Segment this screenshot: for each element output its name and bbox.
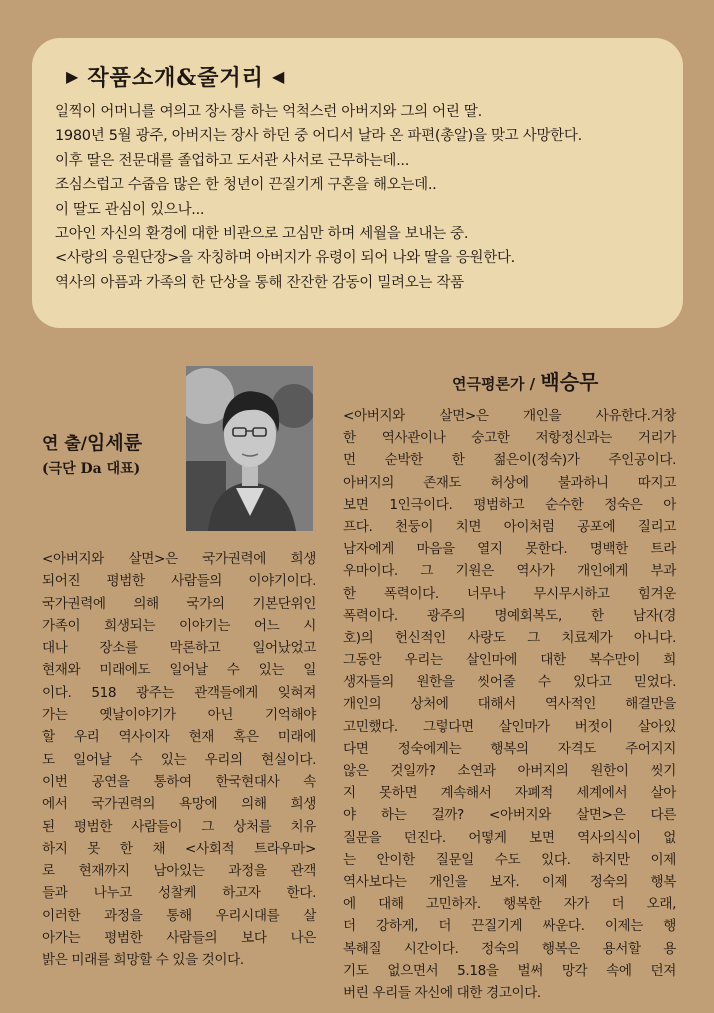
critic-text-line: 아버지의 존재도 허상에 불과하니 따지고	[343, 474, 676, 491]
director-text-line: 이다. 518 광주는 관객들에게 잊혀져	[42, 684, 316, 701]
synopsis-line: 조심스럽고 수줍음 많은 한 청년이 끈질기게 구혼을 해오는데..	[55, 177, 437, 194]
synopsis-line: 1980년 5월 광주, 아버지는 장사 하던 중 어디서 날라 온 파편(총알)을 맞고 사망한다.	[55, 128, 582, 145]
director-text-line: 할 우리 역사이자 현재 혹은 미래에	[42, 729, 316, 746]
synopsis-title-text: 작품소개&줄거리	[87, 64, 264, 91]
synopsis-line: 일찍이 어머니를 여의고 장사를 하는 억척스런 아버지와 그의 어린 딸.	[55, 104, 482, 120]
critic-text-line: 프다. 천둥이 치면 아이처럼 공포에 질리고	[343, 518, 676, 535]
critic-text-line: 다면 정숙에게는 행복의 자격도 주어지지	[343, 740, 676, 757]
director-text-line: 국가권력에 의해 국가의 기본단위인	[42, 595, 316, 612]
critic-text-line: 버린 우리들 자신에 대한 경고이다.	[343, 984, 541, 1001]
director-text-line: 하지 못 한 채 <사회적 트라우마>	[42, 840, 316, 857]
critic-text-line: 않은 것일까? 소연과 아버지의 원한이 씻기	[343, 763, 676, 779]
critic-text-line: 그동안 우리는 살인마에 대한 복수만이 희	[343, 652, 676, 669]
director-text-line: 도 일어날 수 있는 우리의 현실이다.	[42, 751, 316, 768]
critic-text-line: 호)의 헌신적인 사랑도 그 치료제가 아니다.	[343, 629, 676, 646]
director-text-line: 현재와 미래에도 일어날 수 있는 일	[42, 662, 316, 679]
critic-text-line: 개인의 상처에 대해서 역사적인 해결만을	[343, 696, 676, 713]
director-text-line: 로 현재까지 남아있는 과정을 관객	[42, 863, 316, 880]
critic-text-line: 더 강하게, 더 끈질기게 싸운다. 이제는 행	[343, 918, 676, 935]
critic-text-line: 생자들의 원한을 씻어줄 수 있다고 믿었다.	[343, 674, 676, 691]
synopsis-text	[55, 100, 675, 295]
critic-name: 백승무	[540, 370, 599, 394]
director-statement	[42, 548, 316, 972]
director-heading	[42, 428, 142, 455]
critic-text-line: <아버지와 살면>은 개인을 사유한다.거창	[343, 408, 676, 424]
critic-text-line: 는 안이한 질문일 수도 있다. 하지만 이제	[343, 851, 676, 868]
critic-text-line: 한 역사관이나 숭고한 저항정신과는 거리가	[343, 430, 676, 447]
synopsis-line: 이후 딸은 전문대를 졸업하고 도서관 사서로 근무하는데...	[55, 152, 410, 169]
synopsis-line: 고아인 자신의 환경에 대한 비관으로 고심만 하며 세월을 보내는 중.	[55, 225, 469, 242]
synopsis-line: 역사의 아픔과 가족의 한 단상을 통해 잔잔한 감동이 밀려오는 작품	[55, 274, 464, 291]
director-text-line: 에서 국가권력의 욕망에 의해 희생	[42, 796, 316, 813]
critic-text-line: 복해질 시간이다. 정숙의 행복은 용서할 용	[343, 940, 676, 957]
triangle-right-icon: ▶	[66, 66, 80, 86]
director-text-line: 밝은 미래를 희망할 수 있을 것이다.	[42, 952, 244, 969]
director-name: 임세륜	[86, 432, 143, 454]
synopsis-line: 이 딸도 관심이 있으나...	[55, 201, 205, 218]
director-text-line: 된 평범한 사람들이 그 상처를 치유	[42, 818, 316, 835]
critic-heading	[452, 366, 598, 395]
critic-text-line: 에 대해 고민하자. 행복한 자가 더 오래,	[343, 896, 676, 913]
director-text-line: 대나 장소를 막론하고 일어났었고	[42, 640, 316, 657]
critic-text-line: 먼 순박한 한 젊은이(정숙)가 주인공이다.	[343, 452, 676, 469]
critic-text-line: 질문을 던진다. 어떻게 보면 역사의식이 없	[343, 829, 676, 846]
director-text-line: 가는 옛날이야기가 아닌 기억해야	[42, 707, 316, 724]
critic-text-line: 남자에게 마음을 열지 못한다. 명백한 트라	[343, 541, 676, 558]
director-text-line: 아가는 평범한 사람들의 보다 나은	[42, 930, 316, 947]
critic-text-line: 한 폭력이다. 너무나 무시무시하고 힘겨운	[343, 585, 676, 602]
synopsis-line: <사랑의 응원단장>을 자칭하며 아버지가 유령이 되어 나와 딸을 응원한다.	[55, 250, 515, 267]
critic-text-line: 기도 없으면서 5.18을 벌써 망각 속에 던져	[343, 962, 676, 979]
critic-text-line: 야 하는 걸까? <아버지와 살면>은 다른	[343, 807, 676, 824]
director-text-line: 되어진 평범한 사람들의 이야기이다.	[42, 573, 316, 590]
critic-role: 연극평론가 /	[452, 375, 541, 393]
director-text-line: <아버지와 살면>은 국가권력에 희생	[42, 551, 316, 567]
critic-text-line: 폭력이다. 광주의 명예회복도, 한 남자(경	[343, 607, 676, 624]
critic-text-line: 보면 1인극이다. 평범하고 순수한 정숙은 아	[343, 496, 676, 513]
director-photo	[186, 366, 313, 531]
director-affiliation: (극단 Da 대표)	[42, 461, 141, 477]
director-text-line: 들과 나누고 성찰케 하고자 한다.	[42, 885, 316, 902]
critic-text-line: 우마이다. 그 기원은 역사가 개인에게 부과	[343, 563, 676, 580]
director-role: 연 출/	[42, 434, 87, 454]
critic-text-line: 역사보다는 개인을 보자. 이제 정숙의 행복	[343, 873, 676, 890]
director-text-line: 이번 공연을 통하여 한국현대사 속	[42, 773, 316, 790]
critic-text-line: 고민했다. 그렇다면 살인마가 버젓이 살아있	[343, 718, 676, 735]
director-text-line: 이러한 과정을 통해 우리시대를 살	[42, 907, 316, 924]
critic-text-line: 지 못하면 계속해서 자폐적 세계에서 살아	[343, 785, 676, 802]
triangle-left-icon: ◀	[271, 66, 286, 86]
director-text-line: 가족이 희생되는 이야기는 어느 시	[42, 617, 316, 634]
critic-review	[343, 405, 676, 1004]
synopsis-title	[66, 60, 285, 92]
